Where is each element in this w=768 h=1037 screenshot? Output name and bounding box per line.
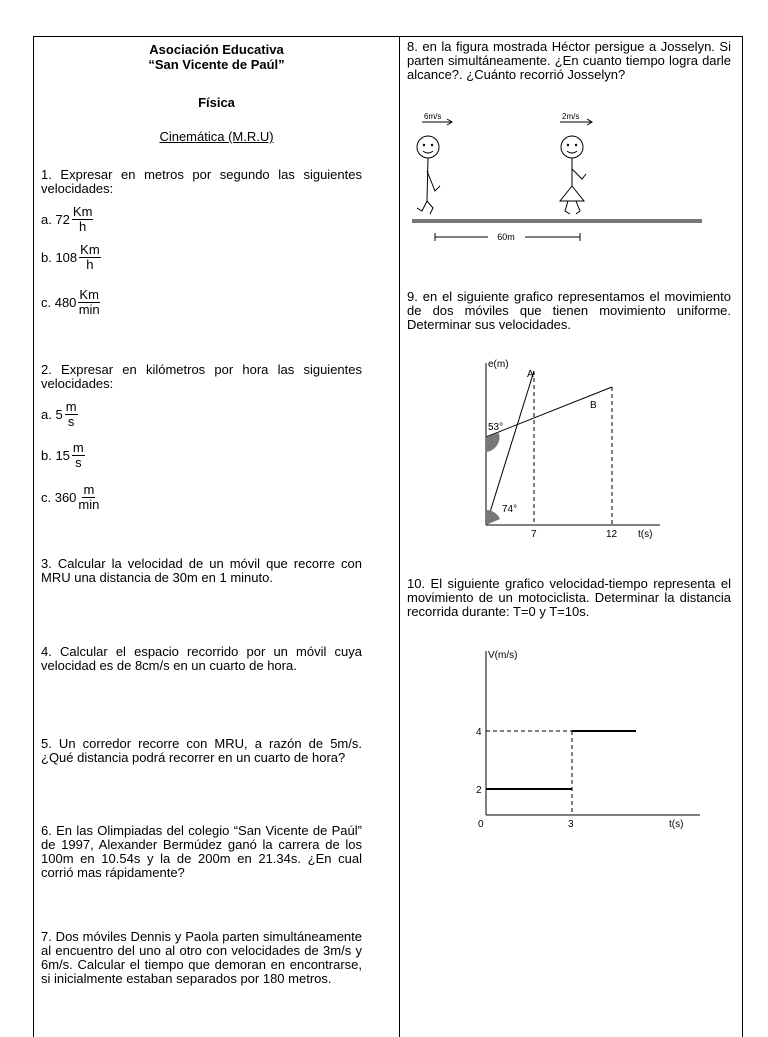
question-3-text: 3. Calcular la velocidad de un móvil que recorre con MRU una distancia de 30m en 1 minuto. <box>41 556 362 585</box>
q9-line-b <box>486 387 612 437</box>
q2-a-value: a. 5 <box>41 407 63 422</box>
q2-b-unit-den: s <box>75 455 82 470</box>
q2-c-value: c. 360 <box>41 490 77 505</box>
question-8-text: 8. en la figura mostrada Héctor persigue a Josselyn. Si parten simultáneamente. ¿En cuanto tiempo logra darle alcance?. ¿Cuánto recorrió Josselyn? <box>407 39 731 82</box>
q1-item-a <box>41 205 93 234</box>
q9-angle-74-marker <box>486 510 500 525</box>
velocity-time-chart <box>400 645 742 835</box>
q10-tick-x0: 0 <box>478 819 484 830</box>
q1-c-value: c. 480 <box>41 295 77 310</box>
speed-label-b: 2m/s <box>562 112 580 121</box>
distance-label: 60m <box>497 232 515 242</box>
stick-figure-hector <box>417 136 440 214</box>
q1-b-value: b. 108 <box>41 250 78 265</box>
q10-tick-y4: 4 <box>476 727 482 738</box>
q9-angle-b-label: 53° <box>488 422 504 433</box>
chase-figure <box>400 111 742 251</box>
subject-title: Física <box>198 95 235 110</box>
q2-item-c <box>41 483 99 512</box>
q9-y-label: e(m) <box>488 359 509 370</box>
q10-tick-y2: 2 <box>476 785 482 796</box>
q2-c-unit-num: m <box>83 482 95 497</box>
worksheet-page <box>33 36 743 1037</box>
q9-tick-7: 7 <box>531 529 537 540</box>
question-10-text: 10. El siguiente grafico velocidad-tiempo representa el movimiento de un motociclista. Determinar la distancia recorrida durante: T=0 y T=10s. <box>407 576 731 619</box>
question-6-text: 6. En las Olimpiadas del colegio “San Vicente de Paúl” de 1997, Alexander Bermúdez ganó la carrera de los 100m en 10.54s y la de 200m en 21.34s. ¿En cual corrió mas rápidamente? <box>41 823 362 880</box>
ground-line <box>412 219 702 223</box>
q1-a-unit-den: h <box>79 219 87 234</box>
q2-b-value: b. 15 <box>41 448 70 463</box>
q2-item-a <box>41 400 78 429</box>
q1-b-unit-den: h <box>86 257 94 272</box>
q2-c-unit-den: min <box>78 497 100 512</box>
question-7-text: 7. Dos móviles Dennis y Paola parten simultáneamente al encuentro del uno al otro con velocidades de 3m/s y 6m/s. Calcular el tiempo que demoran en encontrarse, si inicialmente estaban separados por 180 metros. <box>41 929 362 986</box>
q2-a-unit-num: m <box>65 399 77 414</box>
q1-a-unit-num: Km <box>72 204 93 219</box>
q10-x-label: t(s) <box>669 819 684 830</box>
q1-item-c <box>41 288 100 317</box>
q9-tick-12: 12 <box>606 529 618 540</box>
q2-item-b <box>41 441 85 470</box>
q9-label-b: B <box>590 400 597 411</box>
q9-label-a: A <box>527 369 534 380</box>
q1-a-value: a. 72 <box>41 212 70 227</box>
school-name-line1: Asociación Educativa <box>149 42 284 57</box>
question-4-text: 4. Calcular el espacio recorrido por un móvil cuya velocidad es de 8cm/s en un cuarto de hora. <box>41 644 362 673</box>
speed-label-a: 6m/s <box>424 112 442 121</box>
question-5-text: 5. Un corredor recorre con MRU, a razón de 5m/s. ¿Qué distancia podrá recorrer en un cuarto de hora? <box>41 736 362 765</box>
question-1-text: 1. Expresar en metros por segundo las siguientes velocidades: <box>41 167 362 196</box>
question-2-text: 2. Expresar en kilómetros por hora las siguientes velocidades: <box>41 362 362 391</box>
q10-y-label: V(m/s) <box>488 650 518 661</box>
question-9-text: 9. en el siguiente grafico representamos el movimiento de dos móviles que tienen movimiento uniforme. Determinar sus velocidades. <box>407 289 731 332</box>
q2-a-unit-den: s <box>67 414 75 429</box>
stick-figure-josselyn <box>560 136 586 214</box>
school-name-line2: “San Vicente de Paúl” <box>148 57 285 72</box>
q1-c-unit-den: min <box>78 302 100 317</box>
q10-tick-x3: 3 <box>568 819 574 830</box>
position-time-chart <box>400 355 742 555</box>
topic-title: Cinemática (M.R.U) <box>159 129 274 144</box>
q2-b-unit-num: m <box>72 440 84 455</box>
q9-angle-a-label: 74° <box>502 504 518 515</box>
q1-c-unit-num: Km <box>79 287 99 302</box>
q1-b-unit-num: Km <box>80 242 100 257</box>
q1-item-b <box>41 243 101 272</box>
q9-x-label: t(s) <box>638 529 653 540</box>
